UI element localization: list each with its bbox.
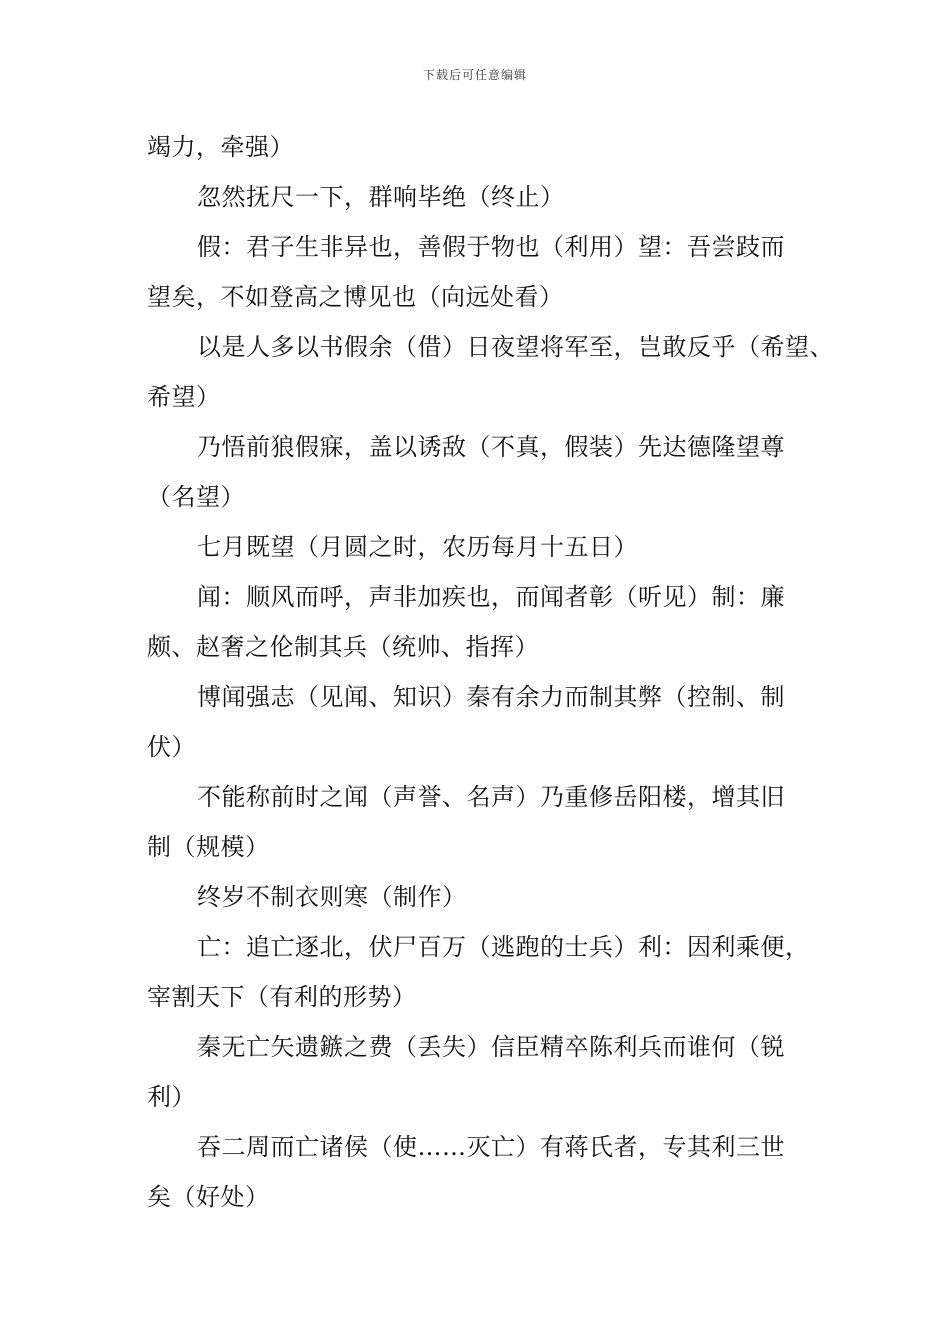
text-line: 以是人多以书假余（借）日夜望将军至，岂敢反乎（希望、: [197, 333, 834, 361]
text-line: 乃悟前狼假寐，盖以诱敌（不真，假装）先达德隆望尊: [197, 433, 785, 461]
text-line: 宰割天下（有利的形势）: [147, 983, 417, 1011]
text-line: 矣（好处）: [147, 1183, 270, 1211]
text-line: 七月既望（月圆之时，农历每月十五日）: [197, 533, 638, 561]
text-line: 利）: [147, 1083, 196, 1111]
text-line: （名望）: [147, 483, 245, 511]
text-line: 制（规模）: [147, 833, 270, 861]
text-line: 闻：顺风而呼，声非加疾也，而闻者彰（听见）制：廉: [197, 583, 785, 611]
text-line: 吞二周而亡诸侯（使……灭亡）有蒋氏者，专其利三世: [197, 1133, 785, 1161]
document-body: [147, 128, 834, 1228]
text-line: 颇、赵奢之伦制其兵（统帅、指挥）: [147, 633, 539, 661]
page-header-note: 下载后可任意编辑: [422, 68, 527, 82]
text-line: 希望）: [147, 383, 221, 411]
text-line: 秦无亡矢遗鏃之费（丢失）信臣精卒陈利兵而谁何（锐: [197, 1033, 785, 1061]
text-line: 伏）: [147, 733, 196, 761]
text-line: 不能称前时之闻（声誉、名声）乃重修岳阳楼，增其旧: [197, 783, 785, 811]
text-line: 假：君子生非异也，善假于物也（利用）望：吾尝跂而: [197, 233, 785, 261]
text-line: 亡：追亡逐北，伏尸百万（逃跑的士兵）利：因利乘便，: [197, 933, 810, 961]
text-line: 竭力，牵强）: [147, 133, 294, 161]
text-line: 博闻强志（见闻、知识）秦有余力而制其弊（控制、制: [197, 683, 785, 711]
text-line: 望矣，不如登高之博见也（向远处看）: [147, 283, 564, 311]
text-line: 终岁不制衣则寒（制作）: [197, 883, 467, 911]
text-line: 忽然抚尺一下，群响毕绝（终止）: [197, 183, 565, 211]
